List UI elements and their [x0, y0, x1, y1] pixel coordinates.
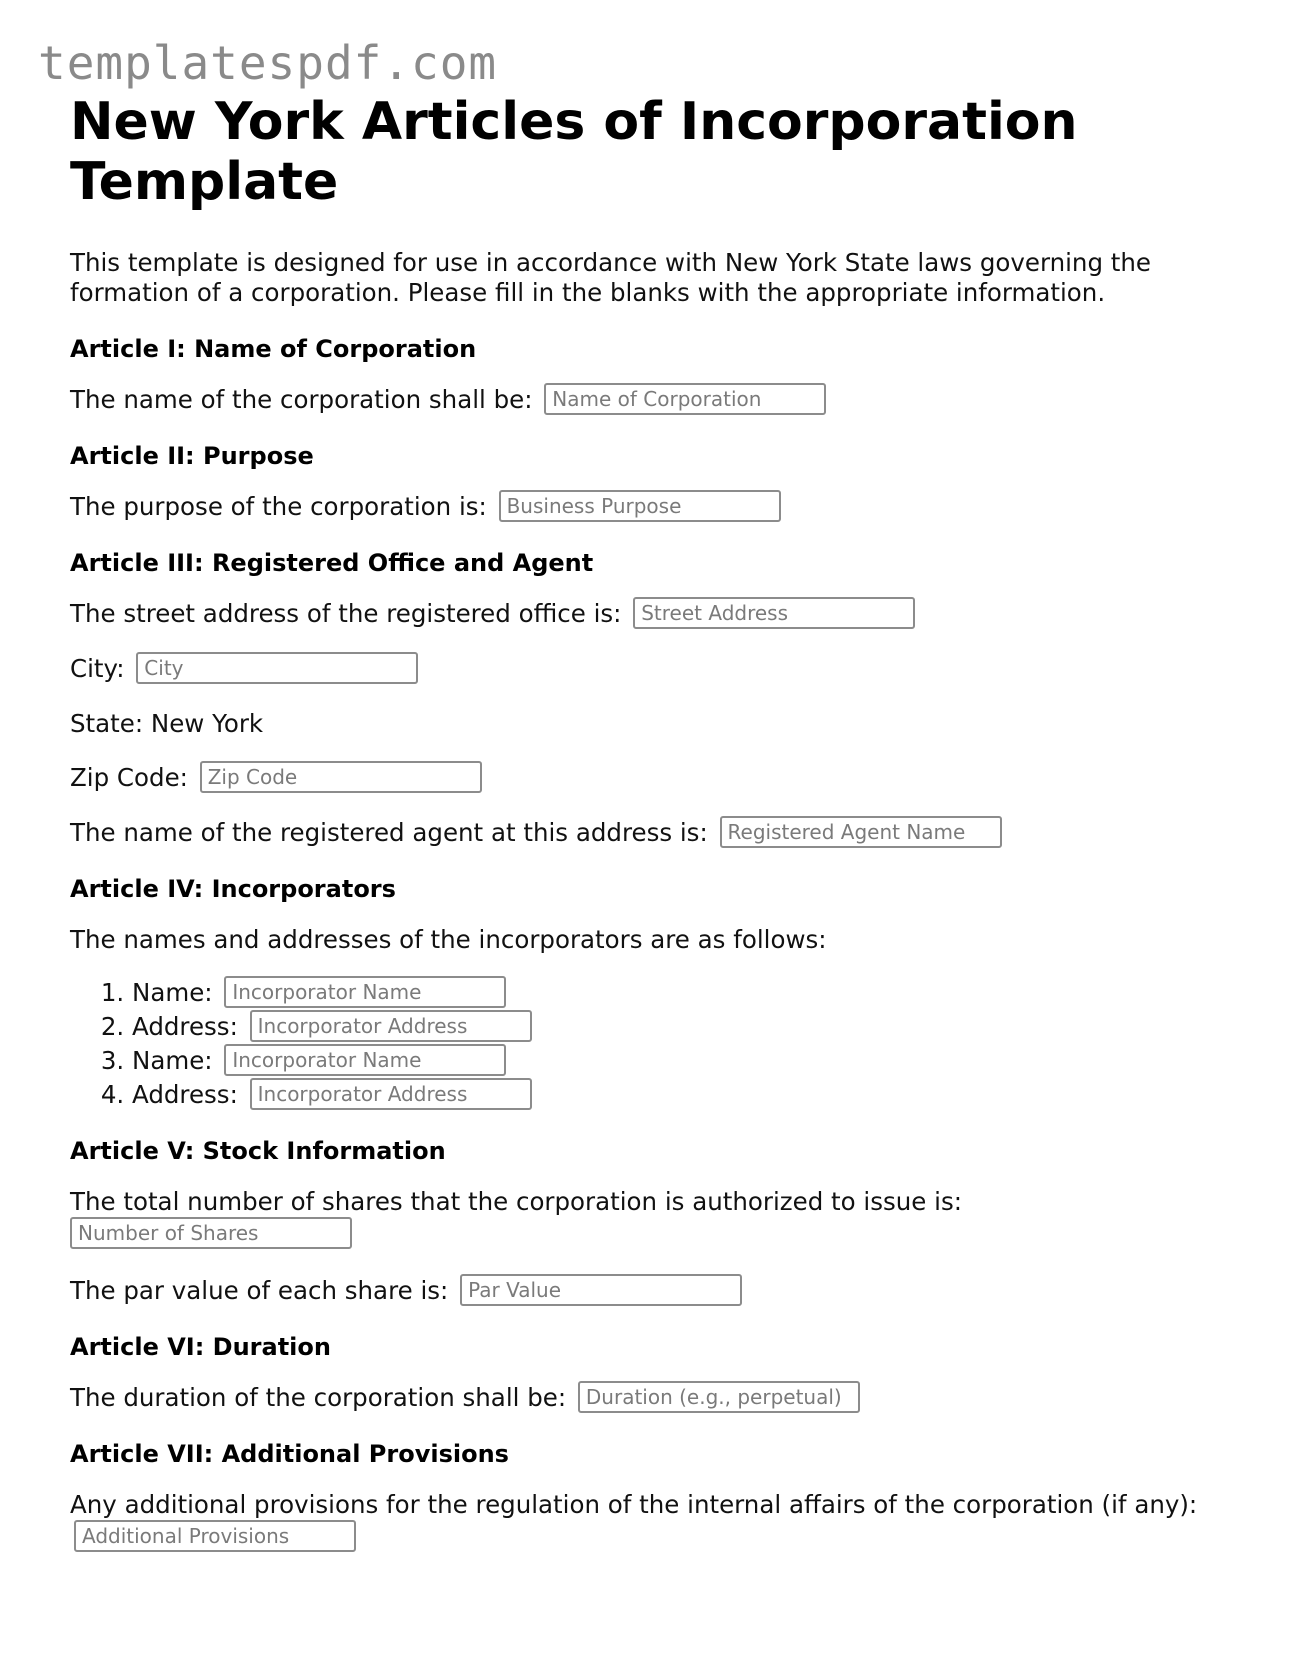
article-3-heading: Article III: Registered Office and Agent — [70, 549, 594, 577]
incorporator-name-field[interactable]: Incorporator Name — [224, 1044, 506, 1076]
intro-paragraph: This template is designed for use in accordance with New York State laws governing the formation of a corporation. Please fill in the blanks with the appropriate information. — [70, 248, 1152, 307]
page-title: New York Articles of Incorporation Template — [70, 92, 1078, 212]
incorporator-name-label: Name: — [132, 1046, 213, 1075]
incorporator-name-field[interactable]: Incorporator Name — [224, 976, 506, 1008]
incorporator-address-field[interactable]: Incorporator Address — [250, 1010, 532, 1042]
city-field[interactable]: City — [136, 652, 418, 684]
incorporators-list — [70, 976, 1230, 1112]
business-purpose-field[interactable]: Business Purpose — [499, 490, 781, 522]
article-1-row — [70, 384, 1230, 417]
list-item — [132, 1010, 1230, 1044]
incorporator-address-label: Address: — [132, 1012, 238, 1041]
additional-provisions-row — [70, 1489, 1230, 1554]
zip-label: Zip Code: — [70, 763, 188, 792]
zip-row — [70, 762, 1230, 795]
incorporator-address-field[interactable]: Incorporator Address — [250, 1078, 532, 1110]
zip-code-field[interactable]: Zip Code — [200, 761, 482, 793]
duration-label: The duration of the corporation shall be: — [70, 1383, 567, 1412]
state-row: State: New York — [70, 709, 264, 738]
additional-provisions-label: Any additional provisions for the regulation of the internal affairs of the corporation (if any): — [70, 1490, 1198, 1519]
incorporator-address-label: Address: — [132, 1080, 238, 1109]
shares-label: The total number of shares that the corporation is authorized to issue is: — [70, 1187, 962, 1216]
street-address-field[interactable]: Street Address — [633, 597, 915, 629]
article-2-row — [70, 491, 1230, 524]
duration-row — [70, 1382, 1230, 1415]
city-label: City: — [70, 654, 125, 683]
corporation-name-field[interactable]: Name of Corporation — [544, 383, 826, 415]
agent-label: The name of the registered agent at this address is: — [70, 818, 708, 847]
purpose-label: The purpose of the corporation is: — [70, 492, 487, 521]
city-row — [70, 653, 1230, 686]
par-value-row — [70, 1275, 1230, 1308]
watermark: templatespdf.com — [38, 36, 498, 90]
list-item — [132, 976, 1230, 1010]
list-item — [132, 1078, 1230, 1112]
incorporator-name-label: Name: — [132, 978, 213, 1007]
article-1-heading: Article I: Name of Corporation — [70, 335, 477, 363]
par-value-label: The par value of each share is: — [70, 1276, 449, 1305]
street-label: The street address of the registered office is: — [70, 599, 622, 628]
number-of-shares-field[interactable]: Number of Shares — [70, 1217, 352, 1249]
additional-provisions-field[interactable]: Additional Provisions — [74, 1520, 356, 1552]
duration-field[interactable]: Duration (e.g., perpetual) — [578, 1381, 860, 1413]
incorporators-intro: The names and addresses of the incorporators are as follows: — [70, 925, 827, 954]
agent-row — [70, 817, 1230, 850]
par-value-field[interactable]: Par Value — [460, 1274, 742, 1306]
article-4-heading: Article IV: Incorporators — [70, 875, 396, 903]
list-item — [132, 1044, 1230, 1078]
article-2-heading: Article II: Purpose — [70, 442, 314, 470]
article-6-heading: Article VI: Duration — [70, 1333, 331, 1361]
corporation-name-label: The name of the corporation shall be: — [70, 385, 533, 414]
shares-row — [70, 1186, 1230, 1251]
article-7-heading: Article VII: Additional Provisions — [70, 1440, 509, 1468]
street-row — [70, 598, 1230, 631]
article-5-heading: Article V: Stock Information — [70, 1137, 446, 1165]
registered-agent-field[interactable]: Registered Agent Name — [720, 816, 1002, 848]
document-body — [70, 92, 1230, 1554]
